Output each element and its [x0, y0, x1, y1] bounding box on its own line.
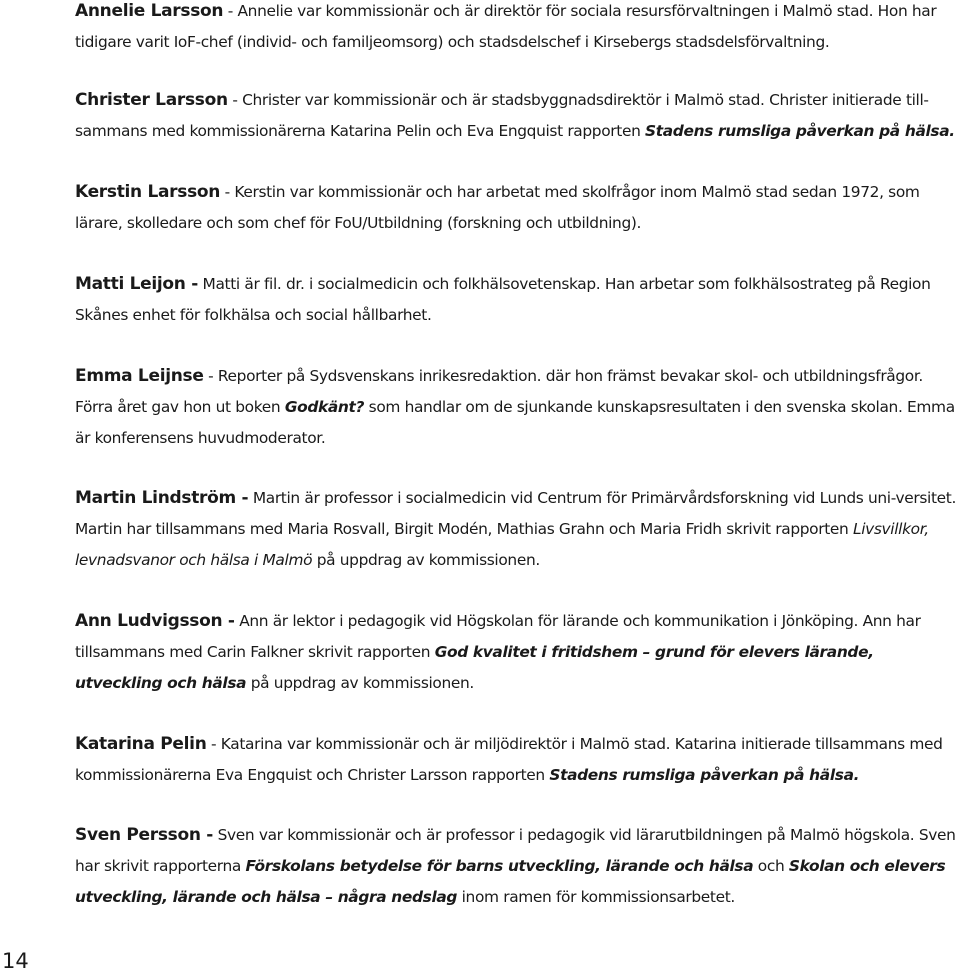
bio-text: - Christer var kommissionär och är stadsbyggnadsdirektör i Malmö stad. Christer initierade till-sammans med kommissionärerna Katarina Pelin och Eva Engquist rapporten: [75, 91, 929, 140]
person-name: Annelie Larsson: [75, 1, 224, 21]
book-title: Godkänt?: [284, 398, 365, 416]
bio-text: - Reporter på Sydsvenskans inrikesredaktion. där hon främst bevakar skol- och utbildningsfrågor. Förra året gav hon ut boken: [75, 367, 923, 416]
person-name: Ann Ludvigsson -: [75, 611, 235, 631]
report-title-2: Skolan och elevers utveckling, lärande och hälsa: [75, 857, 946, 906]
person-name: Emma Leijnse: [75, 366, 204, 386]
bio-text: Ann är lektor i pedagogik vid Högskolan för lärande och kommunikation i Jönköping. Ann har tillsammans med Carin Falkner skrivit rapporten: [75, 612, 921, 661]
bio-text: Sven var kommissionär och är professor i pedagogik vid lärarutbildningen på Malmö högskola. Sven har skrivit rapporterna: [75, 826, 956, 875]
report-title: Förskolans betydelse för barns utveckling, lärande och hälsa: [245, 857, 754, 875]
report-subtitle: grund för elevers lärande, utveckling och hälsa: [75, 643, 874, 692]
bio-emma-leijnse: [75, 361, 957, 454]
report-title: Stadens rumsliga påverkan på hälsa.: [645, 122, 955, 140]
person-name: Sven Persson -: [75, 825, 214, 845]
bio-christer-larsson: [75, 85, 957, 147]
bio-annelie-larsson: [75, 0, 957, 58]
title-dash: –: [320, 888, 338, 906]
person-name: Martin Lindström -: [75, 488, 249, 508]
bio-text: - Annelie var kommissionär och är direktör för sociala resursförvaltningen i Malmö stad. Hon har tidigare varit IoF-chef (individ- och familjeomsorg) och stadsdelschef i Kirsebergs stadsdelsförvaltning.: [75, 2, 937, 51]
person-name: Kerstin Larsson: [75, 182, 221, 202]
bio-kerstin-larsson: [75, 177, 957, 239]
report-title: Livsvillkor, levnadsvanor och hälsa i Malmö: [75, 520, 929, 569]
title-dash: –: [637, 643, 656, 661]
bio-sven-persson: [75, 820, 957, 913]
bio-text: Matti är fil. dr. i socialmedicin och folkhälsovetenskap. Han arbetar som folkhälsostrateg på Region Skånes enhet för folkhälsa och social hållbarhet.: [75, 275, 931, 324]
bio-text: - Katarina var kommissionär och är miljödirektör i Malmö stad. Katarina initierade tillsammans med kommissionärerna Eva Engquist och Christer Larsson rapporten: [75, 735, 943, 784]
bio-katarina-pelin: [75, 729, 957, 791]
bio-text-continued: på uppdrag av kommissionen.: [246, 674, 474, 692]
person-name: Matti Leijon -: [75, 274, 198, 294]
report-subtitle: några nedslag: [337, 888, 458, 906]
person-name: Christer Larsson: [75, 90, 228, 110]
bio-text-end: inom ramen för kommissionsarbetet.: [457, 888, 735, 906]
bio-text: Martin är professor i socialmedicin vid Centrum för Primärvårdsforskning vid Lunds uni-versitet. Martin har tillsammans med Maria Rosvall, Birgit Modén, Mathias Grahn och Maria Fridh skrivit rapporten: [75, 489, 956, 538]
page-number: 14: [2, 949, 29, 973]
report-title: God kvalitet i fritidshem: [434, 643, 638, 661]
bio-text-continued: och: [753, 857, 789, 875]
person-name: Katarina Pelin: [75, 734, 207, 754]
report-title: Stadens rumsliga påverkan på hälsa.: [549, 766, 860, 784]
bio-text-continued: som handlar om de sjunkande kunskapsresultaten i den svenska skolan. Emma är konferensens huvudmoderator.: [75, 398, 955, 447]
bio-matti-leijon: [75, 269, 957, 331]
bio-text-continued: på uppdrag av kommissionen.: [312, 551, 540, 569]
bio-text: - Kerstin var kommissionär och har arbetat med skolfrågor inom Malmö stad sedan 1972, som lärare, skolledare och som chef för FoU/Utbildning (forskning och utbildning).: [75, 183, 920, 232]
bio-martin-lindstrom: [75, 483, 957, 576]
bio-ann-ludvigsson: [75, 606, 957, 699]
